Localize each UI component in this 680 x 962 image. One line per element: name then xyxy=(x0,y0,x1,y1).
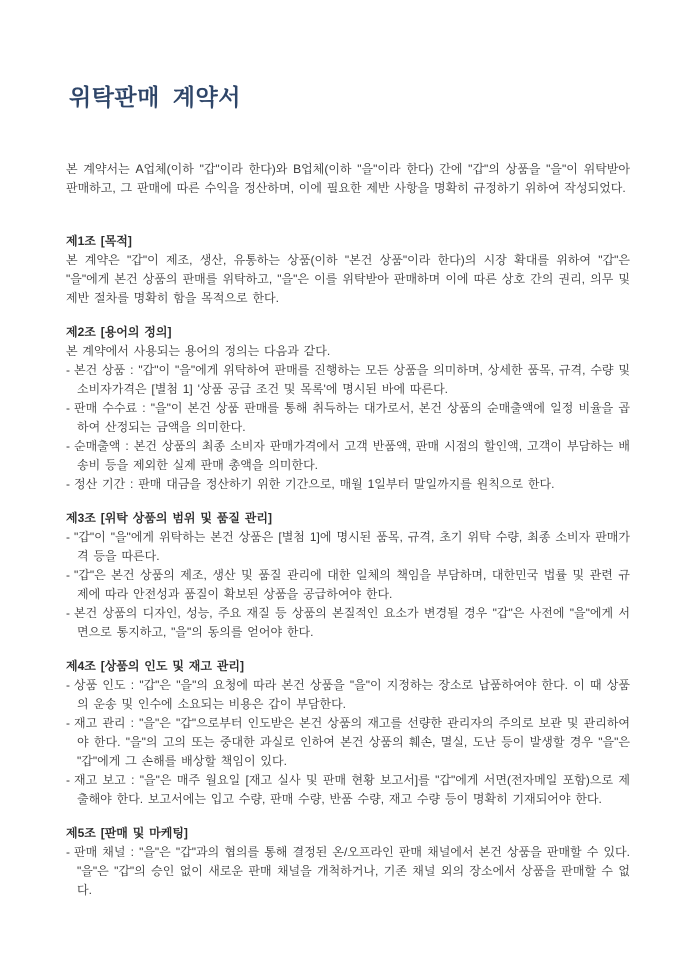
intro-paragraph: 본 계약서는 A업체(이하 "갑"이라 한다)와 B업체(이하 "을"이라 한다) 간에 "갑"의 상품을 "을"이 위탁받아 판매하고, 그 판매에 따른 수익을 정산하며, 이에 필요한 제반 사항을 명확히 규정하기 위하여 작성되었다. xyxy=(66,162,630,195)
bullet-text: 정산 기간 : 판매 대금을 정산하기 위한 기간으로, 매월 1일부터 말일까지를 원칙으로 한다. xyxy=(74,477,555,491)
article-2 xyxy=(66,323,630,494)
article-4-heading: 제4조 [상품의 인도 및 재고 관리] xyxy=(66,659,244,673)
article-5-heading: 제5조 [판매 및 마케팅] xyxy=(66,826,188,840)
article-3-bullet-3 xyxy=(66,604,630,642)
bullet-text: 재고 보고 : "을"은 매주 월요일 [재고 실사 및 판매 현황 보고서]를 "갑"에게 서면(전자메일 포함)으로 제출해야 한다. 보고서에는 입고 수량, 판매 수량, 반품 수량, 재고 수량 등이 명확히 기재되어야 한다. xyxy=(74,773,630,806)
bullet-marker: - xyxy=(66,845,70,859)
article-3 xyxy=(66,509,630,642)
bullet-text: 판매 채널 : "을"은 "갑"과의 협의를 통해 결정된 온/오프라인 판매 채널에서 본건 상품을 판매할 수 있다. "을"은 "갑"의 승인 없이 새로운 판매 채널을 개척하거나, 기존 채널 외의 장소에서 상품을 판매할 수 없다. xyxy=(74,845,630,897)
document-title: 위탁판매 계약서 xyxy=(69,84,241,110)
article-4 xyxy=(66,657,630,809)
article-2-heading: 제2조 [용어의 정의] xyxy=(66,325,172,339)
bullet-text: "갑"은 본건 상품의 제조, 생산 및 품질 관리에 대한 일체의 책임을 부담하며, 대한민국 법률 및 관련 규제에 따라 안전성과 품질이 확보된 상품을 공급하여야 한다. xyxy=(74,568,630,601)
article-4-bullet-3 xyxy=(66,771,630,809)
bullet-marker: - xyxy=(66,363,70,377)
bullet-marker: - xyxy=(66,530,70,544)
article-2-bullet-1 xyxy=(66,361,630,399)
article-1 xyxy=(66,232,630,308)
article-5-bullet-1 xyxy=(66,843,630,900)
bullet-text: 본건 상품 : "갑"이 "을"에게 위탁하여 판매를 진행하는 모든 상품을 의미하며, 상세한 품목, 규격, 수량 및 소비자가격은 [별첨 1] '상품 공급 조건 및 목록'에 명시된 바에 따른다. xyxy=(74,363,630,396)
bullet-marker: - xyxy=(66,439,70,453)
bullet-text: 재고 관리 : "을"은 "갑"으로부터 인도받은 본건 상품의 재고를 선량한 관리자의 주의로 보관 및 관리하여야 한다. "을"의 고의 또는 중대한 과실로 인하여 본건 상품의 훼손, 멸실, 도난 등이 발생할 경우 "을"은 "갑"에게 그 손해를 배상할 책임이 있다. xyxy=(74,716,630,768)
bullet-marker: - xyxy=(66,716,70,730)
bullet-text: 판매 수수료 : "을"이 본건 상품 판매를 통해 취득하는 대가로서, 본건 상품의 순매출액에 일정 비율을 곱하여 산정되는 금액을 의미한다. xyxy=(74,401,630,434)
article-2-bullet-2 xyxy=(66,399,630,437)
bullet-marker: - xyxy=(66,568,70,582)
article-3-bullet-2 xyxy=(66,566,630,604)
bullet-marker: - xyxy=(66,773,70,787)
article-2-bullet-3 xyxy=(66,437,630,475)
bullet-text: 순매출액 : 본건 상품의 최종 소비자 판매가격에서 고객 반품액, 판매 시점의 할인액, 고객이 부담하는 배송비 등을 제외한 실제 판매 총액을 의미한다. xyxy=(74,439,630,472)
bullet-text: 본건 상품의 디자인, 성능, 주요 재질 등 상품의 본질적인 요소가 변경될 경우 "갑"은 사전에 "을"에게 서면으로 통지하고, "을"의 동의를 얻어야 한다. xyxy=(74,606,630,639)
article-2-bullet-4 xyxy=(66,475,630,494)
article-2-paragraph: 본 계약에서 사용되는 용어의 정의는 다음과 같다. xyxy=(66,344,331,358)
article-4-bullet-2 xyxy=(66,714,630,771)
bullet-marker: - xyxy=(66,477,70,491)
article-1-heading: 제1조 [목적] xyxy=(66,234,132,248)
bullet-text: 상품 인도 : "갑"은 "을"의 요청에 따라 본건 상품을 "을"이 지정하는 장소로 납품하여야 한다. 이 때 상품의 운송 및 인수에 소요되는 비용은 갑이 부담한다. xyxy=(74,678,630,711)
bullet-marker: - xyxy=(66,678,70,692)
article-5 xyxy=(66,824,630,900)
article-3-heading: 제3조 [위탁 상품의 범위 및 품질 관리] xyxy=(66,511,272,525)
bullet-marker: - xyxy=(66,401,70,415)
bullet-text: "갑"이 "을"에게 위탁하는 본건 상품은 [별첨 1]에 명시된 품목, 규격, 초기 위탁 수량, 최종 소비자 판매가격 등을 따른다. xyxy=(74,530,630,563)
article-1-paragraph: 본 계약은 "갑"이 제조, 생산, 유통하는 상품(이하 "본건 상품"이라 한다)의 시장 확대를 위하여 "갑"은 "을"에게 본건 상품의 판매를 위탁하고, "을"은 이를 위탁받아 판매하며 이에 따른 상호 간의 권리, 의무 및 제반 절차를 명확히 함을 목적으로 한다. xyxy=(66,253,630,305)
article-4-bullet-1 xyxy=(66,676,630,714)
bullet-marker: - xyxy=(66,606,70,620)
article-3-bullet-1 xyxy=(66,528,630,566)
